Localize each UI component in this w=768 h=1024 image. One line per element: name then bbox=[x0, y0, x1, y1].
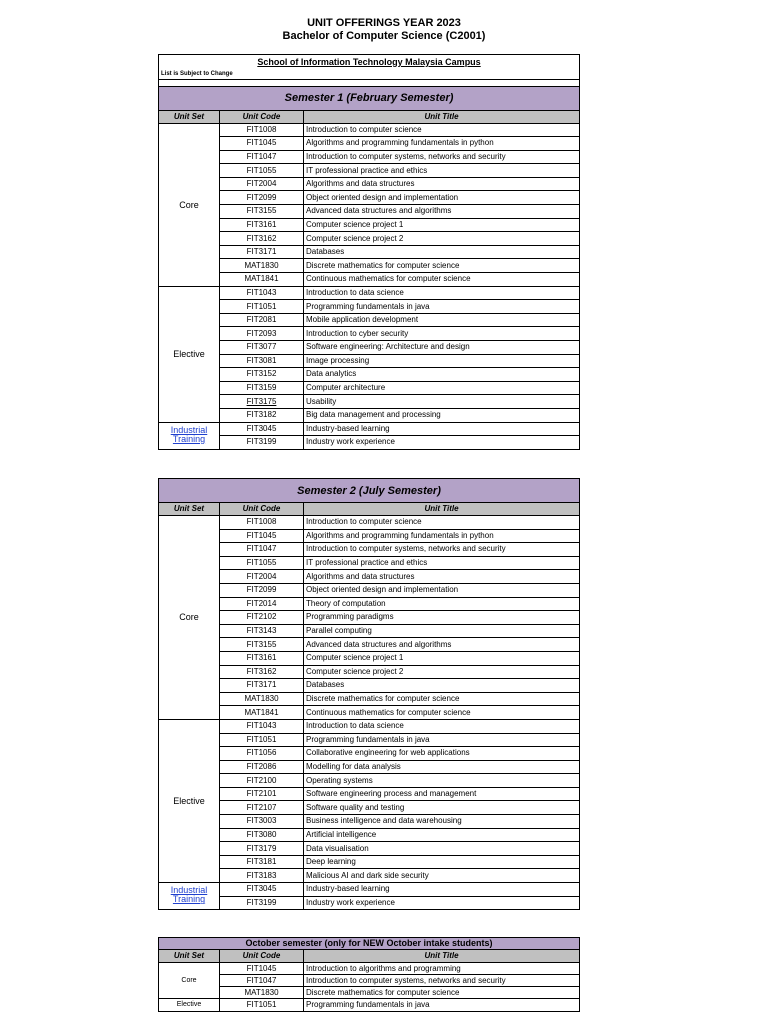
unit-code: FIT1008 bbox=[220, 516, 304, 530]
column-header-unit-code: Unit Code bbox=[220, 950, 304, 963]
unit-row bbox=[159, 842, 580, 856]
unit-code: FIT3171 bbox=[220, 245, 304, 259]
unit-code: FIT3155 bbox=[220, 638, 304, 652]
unit-row bbox=[159, 999, 580, 1012]
unit-row bbox=[159, 801, 580, 815]
semester-1-heading: Semester 1 (February Semester) bbox=[159, 86, 580, 110]
semester-2-table bbox=[158, 478, 580, 910]
unit-code: FIT3171 bbox=[220, 679, 304, 693]
unit-code: MAT1841 bbox=[220, 273, 304, 287]
unit-row bbox=[159, 987, 580, 999]
unit-row bbox=[159, 177, 580, 191]
unit-row bbox=[159, 273, 580, 287]
document-subtitle: Bachelor of Computer Science (C2001) bbox=[282, 30, 486, 42]
unit-code: FIT1056 bbox=[220, 747, 304, 761]
semester-2-elective-group bbox=[159, 719, 580, 882]
unit-code: MAT1841 bbox=[220, 706, 304, 720]
unit-row bbox=[159, 570, 580, 584]
column-header-unit-code: Unit Code bbox=[220, 110, 304, 123]
semester-2-core-group bbox=[159, 516, 580, 720]
unit-title: Algorithms and data structures bbox=[304, 570, 580, 584]
unit-code: MAT1830 bbox=[220, 692, 304, 706]
unit-row bbox=[159, 408, 580, 422]
industrial-training-link[interactable] bbox=[159, 422, 220, 449]
unit-title: Object oriented design and implementation bbox=[304, 191, 580, 205]
industrial-training-label[interactable]: Industrial Training bbox=[170, 424, 208, 444]
unit-row bbox=[159, 869, 580, 883]
unit-code: FIT3182 bbox=[220, 408, 304, 422]
unit-title: Mobile application development bbox=[304, 313, 580, 327]
unit-code: FIT3080 bbox=[220, 828, 304, 842]
document-title: UNIT OFFERINGS YEAR 2023 bbox=[307, 17, 461, 29]
unit-row bbox=[159, 245, 580, 259]
unit-code: FIT2102 bbox=[220, 611, 304, 625]
unit-row bbox=[159, 747, 580, 761]
unit-row bbox=[159, 123, 580, 137]
industrial-training-label[interactable]: Industrial Training bbox=[170, 885, 208, 905]
unit-title: Computer science project 1 bbox=[304, 651, 580, 665]
spacer-row bbox=[159, 79, 580, 86]
unit-code: FIT2099 bbox=[220, 191, 304, 205]
unit-code: FIT1045 bbox=[220, 137, 304, 151]
unit-row bbox=[159, 543, 580, 557]
unit-title: Industry-based learning bbox=[304, 422, 580, 436]
unit-code: FIT1051 bbox=[220, 733, 304, 747]
unit-title: Advanced data structures and algorithms bbox=[304, 205, 580, 219]
unit-row bbox=[159, 828, 580, 842]
unit-code: FIT3081 bbox=[220, 354, 304, 368]
unit-row bbox=[159, 368, 580, 382]
unit-title: Introduction to computer systems, networks and security bbox=[304, 150, 580, 164]
unit-row bbox=[159, 706, 580, 720]
unit-row bbox=[159, 651, 580, 665]
unit-code: FIT2101 bbox=[220, 787, 304, 801]
unit-code: FIT2004 bbox=[220, 570, 304, 584]
unit-code: FIT3199 bbox=[220, 896, 304, 910]
unit-code: MAT1830 bbox=[220, 987, 304, 999]
unit-row bbox=[159, 787, 580, 801]
unit-title: Industry-based learning bbox=[304, 883, 580, 897]
unit-row bbox=[159, 855, 580, 869]
unit-code: FIT3003 bbox=[220, 815, 304, 829]
unit-code: FIT3143 bbox=[220, 624, 304, 638]
unit-row bbox=[159, 556, 580, 570]
unit-title: Malicious AI and dark side security bbox=[304, 869, 580, 883]
column-header-unit-set: Unit Set bbox=[159, 110, 220, 123]
unit-row bbox=[159, 164, 580, 178]
unit-code: FIT2107 bbox=[220, 801, 304, 815]
unit-row bbox=[159, 733, 580, 747]
column-header-unit-title: Unit Title bbox=[304, 950, 580, 963]
unit-title: Introduction to algorithms and programming bbox=[304, 963, 580, 975]
unit-code: FIT1047 bbox=[220, 975, 304, 987]
semester-2-industrial-group bbox=[159, 883, 580, 910]
unit-title: Industry work experience bbox=[304, 436, 580, 450]
unit-code: FIT1045 bbox=[220, 963, 304, 975]
unit-title: Industry work experience bbox=[304, 896, 580, 910]
unit-title: Software engineering: Architecture and design bbox=[304, 341, 580, 355]
unit-row bbox=[159, 327, 580, 341]
unit-row bbox=[159, 638, 580, 652]
unit-code: FIT3045 bbox=[220, 883, 304, 897]
unit-code: FIT2100 bbox=[220, 774, 304, 788]
unit-title: Data analytics bbox=[304, 368, 580, 382]
unit-row bbox=[159, 963, 580, 975]
unit-title: Operating systems bbox=[304, 774, 580, 788]
unit-title: Business intelligence and data warehousing bbox=[304, 815, 580, 829]
october-semester-table bbox=[158, 937, 580, 1012]
unit-title: Collaborative engineering for web applications bbox=[304, 747, 580, 761]
column-header-unit-set: Unit Set bbox=[159, 950, 220, 963]
unit-title: Introduction to data science bbox=[304, 719, 580, 733]
unit-title: IT professional practice and ethics bbox=[304, 164, 580, 178]
unit-row bbox=[159, 286, 580, 300]
unit-title: Introduction to computer science bbox=[304, 516, 580, 530]
column-header-unit-set: Unit Set bbox=[159, 503, 220, 516]
unit-row bbox=[159, 719, 580, 733]
unit-title: Introduction to cyber security bbox=[304, 327, 580, 341]
unit-code: FIT2081 bbox=[220, 313, 304, 327]
unit-set-label: Elective bbox=[159, 286, 220, 422]
unit-row bbox=[159, 422, 580, 436]
unit-code: FIT3077 bbox=[220, 341, 304, 355]
unit-code: FIT2004 bbox=[220, 177, 304, 191]
unit-title: Object oriented design and implementation bbox=[304, 583, 580, 597]
unit-row bbox=[159, 692, 580, 706]
unit-row bbox=[159, 232, 580, 246]
unit-code: FIT3181 bbox=[220, 855, 304, 869]
unit-row bbox=[159, 300, 580, 314]
unit-row bbox=[159, 583, 580, 597]
unit-code: FIT2086 bbox=[220, 760, 304, 774]
unit-title: Programming fundamentals in java bbox=[304, 733, 580, 747]
unit-set-label: Core bbox=[159, 123, 220, 286]
unit-row bbox=[159, 259, 580, 273]
unit-row bbox=[159, 191, 580, 205]
unit-row bbox=[159, 597, 580, 611]
semester-2-heading: Semester 2 (July Semester) bbox=[159, 479, 580, 503]
unit-title: Programming fundamentals in java bbox=[304, 300, 580, 314]
october-semester-heading: October semester (only for NEW October intake students) bbox=[159, 938, 580, 950]
unit-set-label: Elective bbox=[159, 719, 220, 882]
unit-row bbox=[159, 896, 580, 910]
unit-title: Computer science project 2 bbox=[304, 665, 580, 679]
unit-row bbox=[159, 774, 580, 788]
unit-code: FIT3161 bbox=[220, 651, 304, 665]
unit-code: FIT1047 bbox=[220, 543, 304, 557]
column-header-unit-title: Unit Title bbox=[304, 503, 580, 516]
unit-code: FIT2014 bbox=[220, 597, 304, 611]
unit-title: Artificial intelligence bbox=[304, 828, 580, 842]
unit-row bbox=[159, 665, 580, 679]
unit-title: Theory of computation bbox=[304, 597, 580, 611]
unit-code: FIT3045 bbox=[220, 422, 304, 436]
unit-row bbox=[159, 137, 580, 151]
semester-1-industrial-group bbox=[159, 422, 580, 449]
unit-title: Discrete mathematics for computer science bbox=[304, 692, 580, 706]
unit-title: Modelling for data analysis bbox=[304, 760, 580, 774]
unit-code: FIT1008 bbox=[220, 123, 304, 137]
unit-code: FIT1055 bbox=[220, 556, 304, 570]
unit-title: Advanced data structures and algorithms bbox=[304, 638, 580, 652]
unit-row bbox=[159, 205, 580, 219]
unit-row bbox=[159, 815, 580, 829]
unit-code: MAT1830 bbox=[220, 259, 304, 273]
unit-code: FIT3199 bbox=[220, 436, 304, 450]
unit-row bbox=[159, 883, 580, 897]
industrial-training-link[interactable] bbox=[159, 883, 220, 910]
unit-code: FIT2093 bbox=[220, 327, 304, 341]
unit-row bbox=[159, 679, 580, 693]
unit-title: Continuous mathematics for computer science bbox=[304, 273, 580, 287]
unit-title: Computer science project 1 bbox=[304, 218, 580, 232]
unit-title: Deep learning bbox=[304, 855, 580, 869]
unit-code: FIT1055 bbox=[220, 164, 304, 178]
unit-title: Introduction to computer science bbox=[304, 123, 580, 137]
unit-code: FIT1051 bbox=[220, 999, 304, 1012]
unit-code: FIT2099 bbox=[220, 583, 304, 597]
unit-title: Software quality and testing bbox=[304, 801, 580, 815]
unit-title: Programming paradigms bbox=[304, 611, 580, 625]
unit-title: Computer science project 2 bbox=[304, 232, 580, 246]
unit-row bbox=[159, 313, 580, 327]
unit-row bbox=[159, 341, 580, 355]
semester-1-elective-group bbox=[159, 286, 580, 422]
unit-title: Programming fundamentals in java bbox=[304, 999, 580, 1012]
unit-title: Data visualisation bbox=[304, 842, 580, 856]
unit-code: FIT1045 bbox=[220, 529, 304, 543]
unit-title: Discrete mathematics for computer science bbox=[304, 259, 580, 273]
unit-row bbox=[159, 381, 580, 395]
unit-row bbox=[159, 218, 580, 232]
unit-title: Algorithms and programming fundamentals in python bbox=[304, 529, 580, 543]
unit-set-label: Core bbox=[159, 516, 220, 720]
unit-title: Introduction to data science bbox=[304, 286, 580, 300]
column-header-unit-title: Unit Title bbox=[304, 110, 580, 123]
semester-1-table bbox=[158, 54, 580, 450]
unit-row bbox=[159, 354, 580, 368]
unit-row bbox=[159, 529, 580, 543]
unit-code: FIT3159 bbox=[220, 381, 304, 395]
unit-code: FIT1043 bbox=[220, 286, 304, 300]
unit-code: FIT3162 bbox=[220, 232, 304, 246]
unit-code: FIT3183 bbox=[220, 869, 304, 883]
unit-set-label: Core bbox=[159, 963, 220, 999]
unit-title: Databases bbox=[304, 245, 580, 259]
column-header-unit-code: Unit Code bbox=[220, 503, 304, 516]
unit-row bbox=[159, 975, 580, 987]
unit-title: Algorithms and data structures bbox=[304, 177, 580, 191]
unit-code: FIT3179 bbox=[220, 842, 304, 856]
unit-title: Computer architecture bbox=[304, 381, 580, 395]
subject-to-change-note: List is Subject to Change bbox=[159, 69, 580, 80]
october-elective-group bbox=[159, 999, 580, 1012]
unit-row bbox=[159, 624, 580, 638]
unit-title: Software engineering process and management bbox=[304, 787, 580, 801]
unit-title: Usability bbox=[304, 395, 580, 409]
unit-title: Image processing bbox=[304, 354, 580, 368]
october-core-group bbox=[159, 963, 580, 999]
unit-row bbox=[159, 436, 580, 450]
unit-code: FIT3152 bbox=[220, 368, 304, 382]
unit-code: FIT3175 bbox=[220, 395, 304, 409]
unit-row bbox=[159, 395, 580, 409]
unit-code: FIT1051 bbox=[220, 300, 304, 314]
unit-code: FIT3155 bbox=[220, 205, 304, 219]
unit-title: Introduction to computer systems, networks and security bbox=[304, 543, 580, 557]
unit-set-label: Elective bbox=[159, 999, 220, 1012]
unit-title: Parallel computing bbox=[304, 624, 580, 638]
unit-title: Introduction to computer systems, networks and security bbox=[304, 975, 580, 987]
school-name: School of Information Technology Malaysia Campus bbox=[159, 55, 580, 69]
unit-row bbox=[159, 611, 580, 625]
unit-title: IT professional practice and ethics bbox=[304, 556, 580, 570]
unit-row bbox=[159, 150, 580, 164]
unit-title: Algorithms and programming fundamentals in python bbox=[304, 137, 580, 151]
unit-title: Databases bbox=[304, 679, 580, 693]
unit-code: FIT3162 bbox=[220, 665, 304, 679]
unit-title: Discrete mathematics for computer science bbox=[304, 987, 580, 999]
unit-title: Continuous mathematics for computer science bbox=[304, 706, 580, 720]
unit-code: FIT3161 bbox=[220, 218, 304, 232]
unit-title: Big data management and processing bbox=[304, 408, 580, 422]
unit-row bbox=[159, 760, 580, 774]
unit-row bbox=[159, 516, 580, 530]
unit-code: FIT1047 bbox=[220, 150, 304, 164]
unit-code: FIT1043 bbox=[220, 719, 304, 733]
semester-1-core-group bbox=[159, 123, 580, 286]
